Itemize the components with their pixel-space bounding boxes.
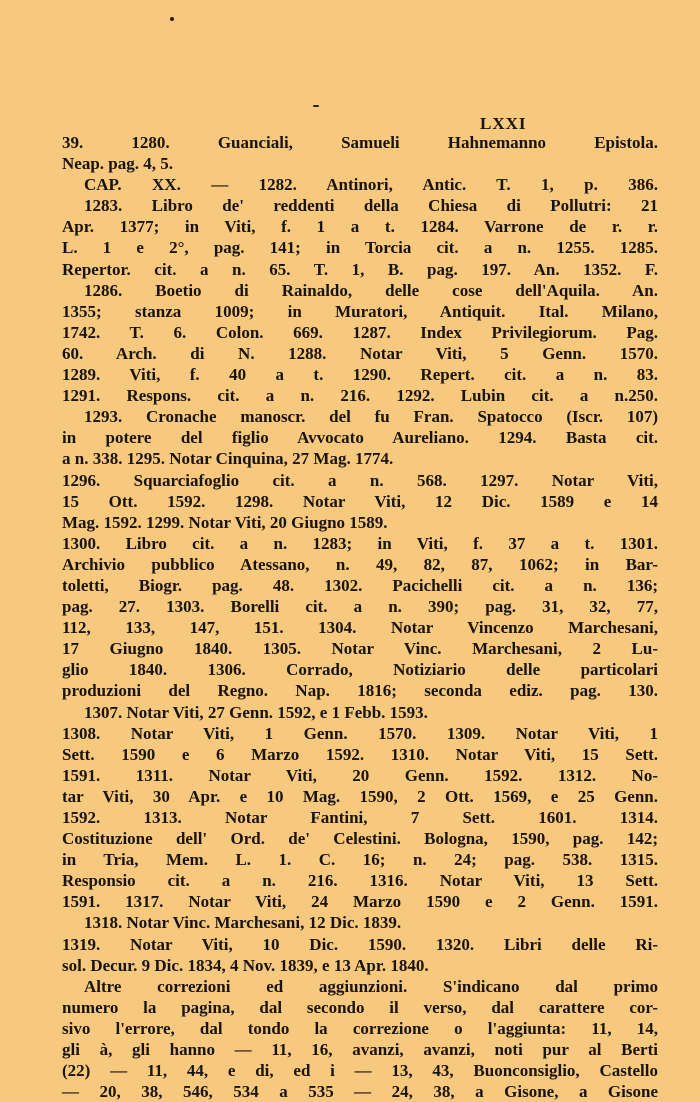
text-line: 1742. T. 6. Colon. 669. 1287. Index Privilegiorum. Pag. xyxy=(62,322,658,342)
text-line: (22) — 11, 44, e di, ed i — 13, 43, Buonconsiglio, Castello xyxy=(62,1061,658,1081)
text-line: in potere del figlio Avvocato Aureliano. 1294. Basta cit. xyxy=(62,428,658,448)
text-line: 1591. 1317. Notar Viti, 24 Marzo 1590 e 2 Genn. 1591. xyxy=(62,892,658,912)
text-line: Responsio cit. a n. 216. 1316. Notar Viti, 13 Sett. xyxy=(62,871,658,891)
page-number: LXXI xyxy=(480,114,527,133)
text-line: Altre correzioni ed aggiunzioni. S'indicano dal primo xyxy=(84,976,658,996)
text-line: Archivio pubblico Atessano, n. 49, 82, 87, 1062; in Bar- xyxy=(62,554,658,574)
text-line: 1293. Cronache manoscr. del fu Fran. Spatocco (Iscr. 107) xyxy=(84,407,658,427)
text-line: a n. 338. 1295. Notar Cinquina, 27 Mag. 1774. xyxy=(62,449,394,469)
text-line: Apr. 1377; in Viti, f. 1 a t. 1284. Varrone de r. r. xyxy=(62,217,658,237)
text-line: produzioni del Regno. Nap. 1816; seconda ediz. pag. 130. xyxy=(62,681,658,701)
text-line: 39. 1280. Guanciali, Samueli Hahnemanno Epistola. xyxy=(62,133,658,152)
text-line: Repertor. cit. a n. 65. T. 1, B. pag. 197. An. 1352. F. xyxy=(62,259,658,279)
text-line: 1591. 1311. Notar Viti, 20 Genn. 1592. 1312. No- xyxy=(62,765,658,785)
text-line: 1319. Notar Viti, 10 Dic. 1590. 1320. Libri delle Ri- xyxy=(62,934,658,954)
text-line: 60. Arch. di N. 1288. Notar Viti, 5 Genn. 1570. xyxy=(62,343,658,363)
text-body xyxy=(62,132,658,1102)
text-line: Neap. pag. 4, 5. xyxy=(62,154,173,174)
speck-mark xyxy=(170,17,174,21)
text-line: sivo l'errore, dal tondo la correzione o l'aggiunta: 11, 14, xyxy=(62,1018,658,1038)
speck-mark xyxy=(313,105,319,107)
text-line: L. 1 e 2°, pag. 141; in Torcia cit. a n. 1255. 1285. xyxy=(62,238,658,258)
text-line: Sett. 1590 e 6 Marzo 1592. 1310. Notar Viti, 15 Sett. xyxy=(62,744,658,764)
text-line: 112, 133, 147, 151. 1304. Notar Vincenzo Marchesani, xyxy=(62,618,658,638)
text-line: sol. Decur. 9 Dic. 1834, 4 Nov. 1839, e 13 Apr. 1840. xyxy=(62,955,429,975)
text-line: CAP. XX. — 1282. Antinori, Antic. T. 1, p. 386. xyxy=(84,175,658,195)
text-line: 15 Ott. 1592. 1298. Notar Viti, 12 Dic. 1589 e 14 xyxy=(62,491,658,511)
text-line: glio 1840. 1306. Corrado, Notiziario delle particolari xyxy=(62,660,658,680)
text-line: pag. 27. 1303. Borelli cit. a n. 390; pag. 31, 32, 77, xyxy=(62,597,658,617)
text-line: in Tria, Mem. L. 1. C. 16; n. 24; pag. 538. 1315. xyxy=(62,850,658,870)
text-line: 1286. Boetio di Rainaldo, delle cose dell'Aquila. An. xyxy=(84,280,658,300)
text-line: 1283. Libro de' reddenti della Chiesa di Pollutri: 21 xyxy=(84,196,658,216)
text-line: Mag. 1592. 1299. Notar Viti, 20 Giugno 1589. xyxy=(62,512,388,532)
text-line: 1291. Respons. cit. a n. 216. 1292. Lubin cit. a n.250. xyxy=(62,386,658,406)
text-line: numero la pagina, dal secondo il verso, dal carattere cor- xyxy=(62,997,658,1017)
text-line: tar Viti, 30 Apr. e 10 Mag. 1590, 2 Ott. 1569, e 25 Genn. xyxy=(62,786,658,806)
text-line: 1300. Libro cit. a n. 1283; in Viti, f. 37 a t. 1301. xyxy=(62,533,658,553)
text-line: toletti, Biogr. pag. 48. 1302. Pacichelli cit. a n. 136; xyxy=(62,575,658,595)
text-line: 1308. Notar Viti, 1 Genn. 1570. 1309. Notar Viti, 1 xyxy=(62,723,658,743)
text-line: — 20, 38, 546, 534 a 535 — 24, 38, a Gisone, a Gisone xyxy=(62,1082,658,1102)
text-line: Costituzione dell' Ord. de' Celestini. Bologna, 1590, pag. 142; xyxy=(62,829,658,849)
text-line: 1355; stanza 1009; in Muratori, Antiquit. Ital. Milano, xyxy=(62,301,658,321)
text-line: 1318. Notar Vinc. Marchesani, 12 Dic. 1839. xyxy=(84,913,402,933)
text-line: 1307. Notar Viti, 27 Genn. 1592, e 1 Febb. 1593. xyxy=(84,702,428,722)
text-line: 1289. Viti, f. 40 a t. 1290. Repert. cit. a n. 83. xyxy=(62,365,658,385)
text-line: 1592. 1313. Notar Fantini, 7 Sett. 1601. 1314. xyxy=(62,808,658,827)
text-line: 17 Giugno 1840. 1305. Notar Vinc. Marchesani, 2 Lu- xyxy=(62,639,658,659)
text-line: 1296. Squarciafoglio cit. a n. 568. 1297. Notar Viti, xyxy=(62,470,658,490)
text-line: gli à, gli hanno — 11, 16, avanzi, avanzi, noti pur al Berti xyxy=(62,1040,658,1060)
